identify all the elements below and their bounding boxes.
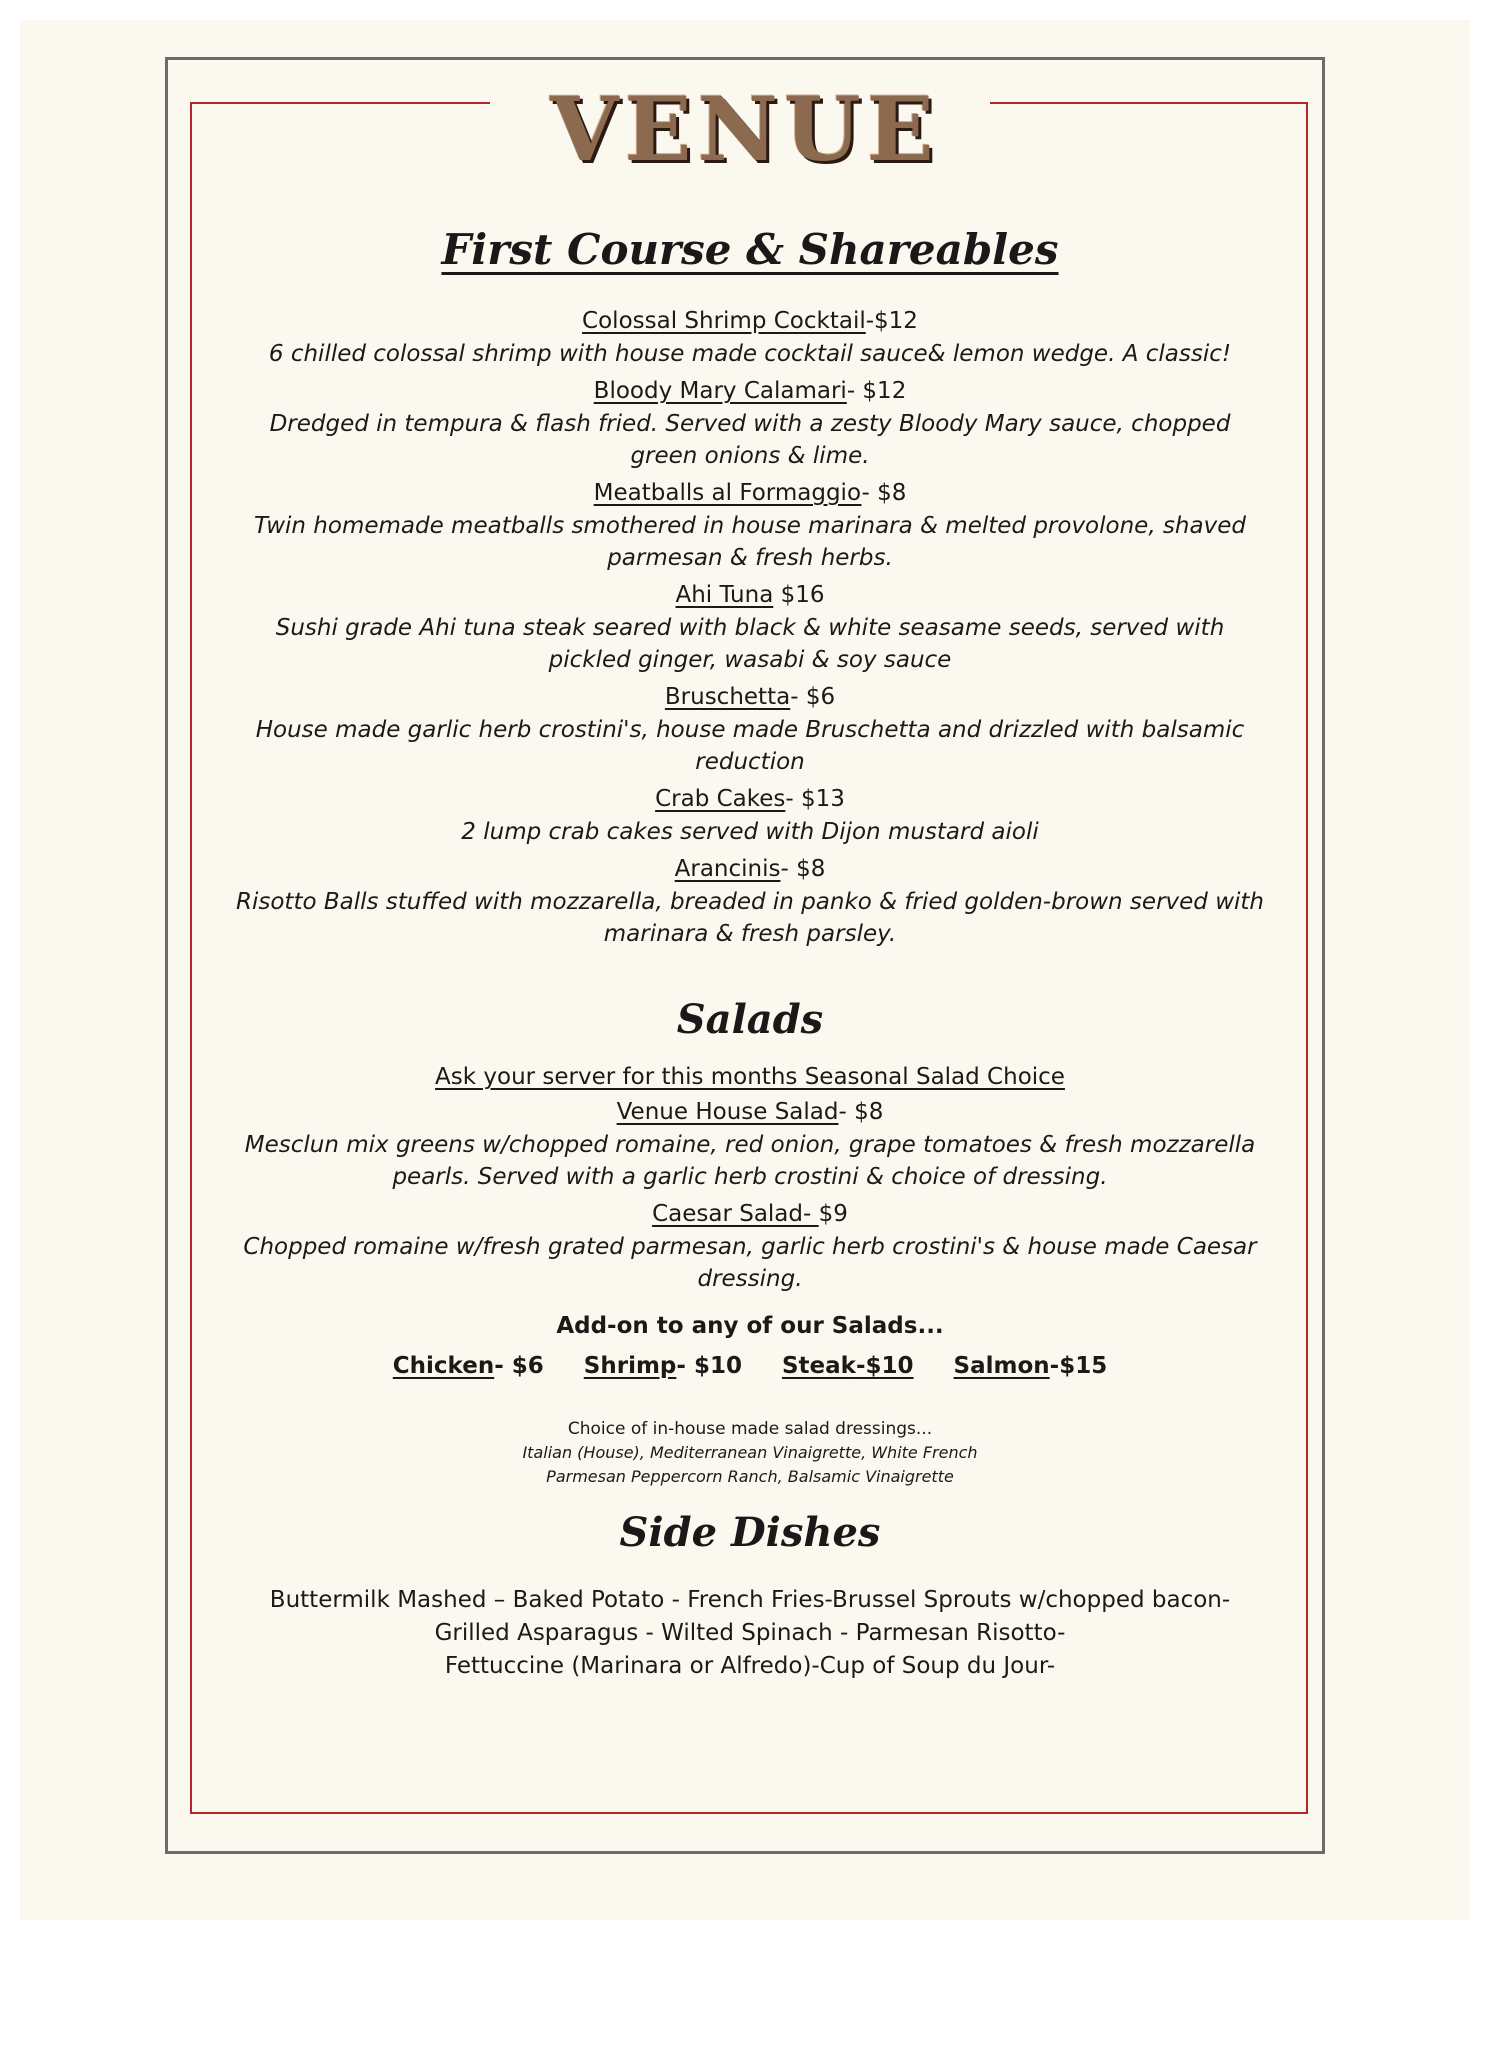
item-name: Meatballs al Formaggio xyxy=(593,480,862,506)
dressing-heading: Choice of in-house made salad dressings... xyxy=(567,1419,933,1439)
menu-item xyxy=(215,1197,1285,1295)
item-name: Caesar Salad- xyxy=(652,1201,819,1227)
addon-chicken xyxy=(393,1353,544,1379)
item-name-line xyxy=(215,476,1285,510)
side-dishes-line: Grilled Asparagus - Wilted Spinach - Parmesan Risotto- xyxy=(434,1620,1066,1646)
item-description: Dredged in tempura & flash fried. Served with a zesty Bloody Mary sauce, chopped green onions & lime. xyxy=(269,411,1231,469)
item-description: Chopped romaine w/fresh grated parmesan, garlic herb crostini's & house made Caesar dressing. xyxy=(243,1234,1257,1292)
item-price: - $8 xyxy=(780,856,826,882)
addon-row xyxy=(215,1349,1285,1383)
addon-steak xyxy=(782,1353,914,1379)
addon-name: Chicken xyxy=(392,1353,495,1379)
menu-item xyxy=(215,304,1285,370)
addon-name: Salmon xyxy=(953,1353,1050,1379)
addon-name: Shrimp xyxy=(583,1353,677,1379)
item-name-line xyxy=(215,852,1285,886)
item-name-line xyxy=(215,782,1285,816)
item-price: $16 xyxy=(773,582,825,608)
item-name: Crab Cakes xyxy=(655,786,786,812)
first-course-title: First Course & Shareables xyxy=(441,225,1059,274)
menu-item xyxy=(215,374,1285,472)
side-dishes-title: Side Dishes xyxy=(619,1509,881,1556)
item-price: $9 xyxy=(818,1201,848,1227)
item-description: Twin homemade meatballs smothered in house marinara & melted provolone, shaved parmesan & fresh herbs. xyxy=(254,513,1246,571)
item-description: Mesclun mix greens w/chopped romaine, red onion, grape tomatoes & fresh mozzarella pearls. Served with a garlic herb crostini & choice of dressing. xyxy=(244,1132,1256,1190)
menu-item xyxy=(215,476,1285,574)
item-name-line xyxy=(215,680,1285,714)
item-description: House made garlic herb crostini's, house made Bruschetta and drizzled with balsamic reduction xyxy=(255,717,1245,775)
item-name: Arancinis xyxy=(674,856,781,882)
item-description: 6 chilled colossal shrimp with house made cocktail sauce& lemon wedge. A classic! xyxy=(268,341,1232,367)
menu-item xyxy=(215,578,1285,676)
item-name: Bloody Mary Calamari xyxy=(593,378,847,404)
first-course-list xyxy=(215,304,1285,950)
menu-item xyxy=(215,680,1285,778)
addon-shrimp xyxy=(584,1353,742,1379)
salads-title: Salads xyxy=(676,996,824,1043)
venue-logo: VENUE xyxy=(550,77,940,181)
addon-price: -$10 xyxy=(855,1353,914,1379)
item-price: -$12 xyxy=(865,308,918,334)
addon-price: - $10 xyxy=(676,1353,742,1379)
item-price: - $12 xyxy=(846,378,907,404)
item-name-line xyxy=(215,374,1285,408)
side-dishes-line: Fettuccine (Marinara or Alfredo)-Cup of Soup du Jour- xyxy=(444,1653,1056,1679)
salads-list xyxy=(215,1095,1285,1295)
item-description: Sushi grade Ahi tuna steak seared with black & white seasame seeds, served with pickled ginger, wasabi & soy sauce xyxy=(275,615,1225,673)
dressing-line: Parmesan Peppercorn Ranch, Balsamic Vinaigrette xyxy=(546,1467,954,1486)
item-description: 2 lump crab cakes served with Dijon mustard aioli xyxy=(461,819,1039,845)
item-description: Risotto Balls stuffed with mozzarella, breaded in panko & fried golden-brown served with marinara & fresh parsley. xyxy=(236,889,1264,947)
item-name-line xyxy=(215,1197,1285,1231)
addon-salmon xyxy=(954,1353,1108,1379)
item-name: Ahi Tuna xyxy=(675,582,774,608)
dressing-line: Italian (House), Mediterranean Vinaigrette, White French xyxy=(522,1443,978,1462)
menu-item xyxy=(215,782,1285,848)
item-name: Venue House Salad xyxy=(616,1099,839,1125)
item-price: - $8 xyxy=(861,480,907,506)
addon-price: -$15 xyxy=(1049,1353,1108,1379)
item-name: Colossal Shrimp Cocktail xyxy=(582,308,866,334)
addon-price: - $6 xyxy=(494,1353,544,1379)
menu-item xyxy=(215,852,1285,950)
seasonal-salad-note: Ask your server for this months Seasonal Salad Choice xyxy=(435,1064,1065,1090)
menu-content xyxy=(215,210,1285,1683)
side-dishes-line: Buttermilk Mashed – Baked Potato - French Fries-Brussel Sprouts w/chopped bacon- xyxy=(269,1587,1231,1613)
addon-name: Steak xyxy=(781,1353,856,1379)
item-price: - $13 xyxy=(785,786,845,812)
addon-heading: Add-on to any of our Salads... xyxy=(556,1313,944,1339)
item-name-line xyxy=(215,578,1285,612)
item-name-line xyxy=(215,304,1285,338)
item-price: - $8 xyxy=(838,1099,884,1125)
menu-item xyxy=(215,1095,1285,1193)
item-price: - $6 xyxy=(790,684,836,710)
item-name-line xyxy=(215,1095,1285,1129)
item-name: Bruschetta xyxy=(664,684,791,710)
